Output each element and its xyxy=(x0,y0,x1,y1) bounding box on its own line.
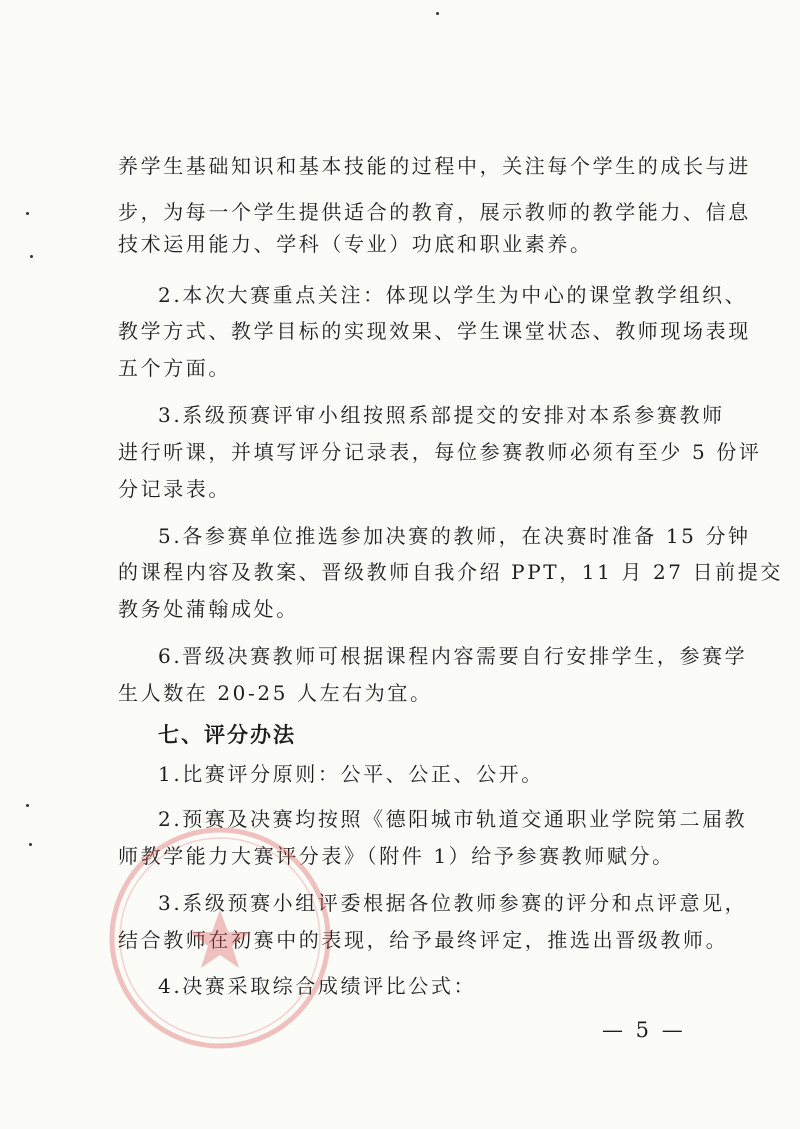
official-seal-icon xyxy=(100,818,340,1058)
body-line: 2.本次大赛重点关注：体现以学生为中心的课堂教学组织、 xyxy=(158,283,748,307)
body-line: 五个方面。 xyxy=(118,356,231,380)
body-line: 2.预赛及决赛均按照《德阳城市轨道交通职业学院第二届教 xyxy=(158,807,748,831)
scan-speck xyxy=(29,843,32,846)
body-line: 4.决赛采取综合成绩评比公式： xyxy=(158,974,477,998)
body-line: 进行听课，并填写评分记录表，每位参赛教师必须有至少 5 份评 xyxy=(118,440,762,464)
scan-speck xyxy=(436,12,439,15)
body-line: 3.系级预赛小组评委根据各位教师参赛的评分和点评意见， xyxy=(158,891,748,915)
body-line: 的课程内容及教案、晋级教师自我介绍 PPT，11 月 27 日前提交 xyxy=(118,560,783,584)
body-line: 6.晋级决赛教师可根据课程内容需要自行安排学生，参赛学 xyxy=(158,644,748,668)
scan-speck xyxy=(26,804,29,807)
body-line: 分记录表。 xyxy=(118,477,231,501)
scan-speck xyxy=(26,212,29,215)
body-line: 生人数在 20-25 人左右为宜。 xyxy=(118,681,433,705)
section-heading: 七、评分办法 xyxy=(158,723,296,747)
body-line: 师教学能力大赛评分表》（附件 1）给予参赛教师赋分。 xyxy=(118,844,675,868)
page-number: — 5 — xyxy=(602,1018,686,1042)
body-line: 1.比赛评分原则：公平、公正、公开。 xyxy=(158,762,544,786)
body-line: 养学生基础知识和基本技能的过程中，关注每个学生的成长与进 xyxy=(118,154,751,178)
body-line: 3.系级预赛评审小组按照系部提交的安排对本系参赛教师 xyxy=(158,403,725,427)
body-line: 结合教师在初赛中的表现，给予最终评定，推选出晋级教师。 xyxy=(118,928,729,952)
body-line: 5.各参赛单位推选参加决赛的教师，在决赛时准备 15 分钟 xyxy=(158,524,751,548)
body-line: 教学方式、教学目标的实现效果、学生课堂状态、教师现场表现 xyxy=(118,319,751,343)
body-line: 步，为每一个学生提供适合的教育，展示教师的教学能力、信息 xyxy=(118,200,751,224)
body-line: 教务处蒲翰成处。 xyxy=(118,597,299,621)
body-line: 技术运用能力、学科（专业）功底和职业素养。 xyxy=(118,232,593,256)
scan-speck xyxy=(30,255,33,258)
